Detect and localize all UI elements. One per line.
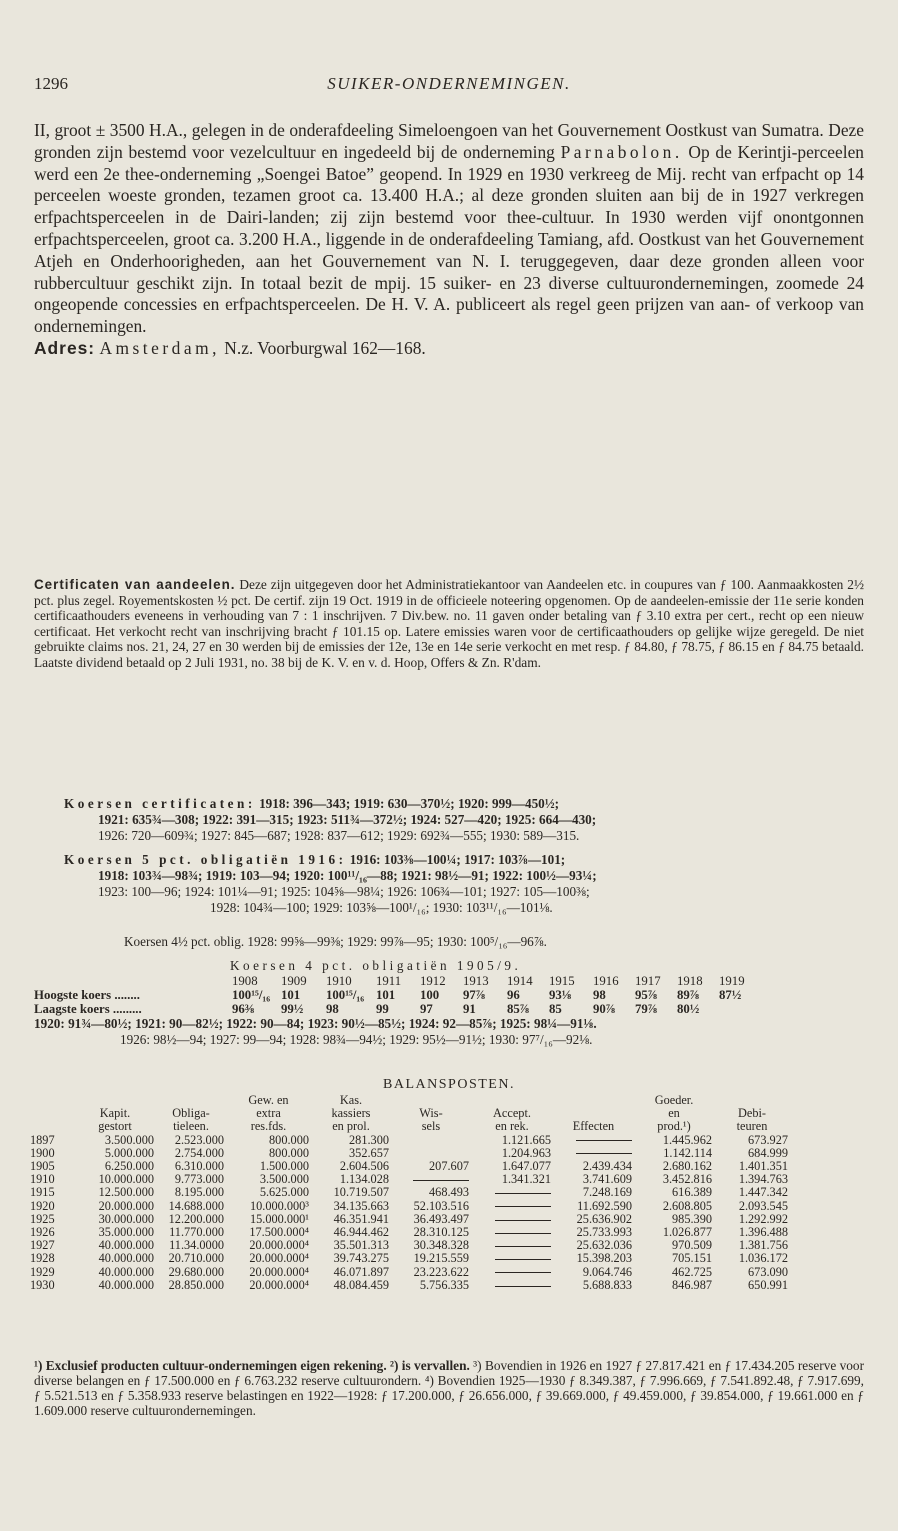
address-street: N.z. Voorburgwal 162—168. (224, 337, 426, 358)
table-cell: 2.608.805 (662, 1199, 712, 1213)
table-cell: 100¹⁵/₁₆ (232, 988, 271, 1002)
table-cell: 101 (376, 988, 396, 1002)
table-cell: 5.756.335 (419, 1278, 469, 1292)
table-cell: 800.000 (269, 1146, 309, 1160)
table-row (30, 1279, 790, 1292)
table-cell: 10.719.507 (333, 1186, 389, 1200)
table-cell: 1913 (463, 974, 489, 988)
table-cell (719, 1002, 753, 1016)
table-cell: 28.310.125 (413, 1226, 469, 1240)
table-cell: 6.310.000 (174, 1160, 224, 1174)
table-cell: 85 (549, 1002, 562, 1016)
dash-mark (495, 1246, 551, 1247)
dash-mark (495, 1206, 551, 1207)
table-cell: 11.34.0000 (169, 1239, 224, 1253)
table-cell: 19.215.559 (413, 1252, 469, 1266)
table-cell (34, 974, 232, 988)
table-cell: 11.770.000 (169, 1226, 224, 1240)
year-cell: 1927 (30, 1239, 55, 1253)
dash-mark (495, 1220, 551, 1221)
table-cell: 15.000.000¹ (249, 1212, 309, 1226)
footnotes (34, 1358, 864, 1418)
table-cell: 80½ (677, 1002, 700, 1016)
table-cell: 3.741.609 (582, 1173, 632, 1187)
table-cell: 97⅞ (463, 988, 486, 1002)
table-cell: 25.636.902 (576, 1212, 632, 1226)
table-row (30, 1239, 790, 1252)
table-cell: 20.000.000⁴ (249, 1252, 309, 1266)
year-cell: 1926 (30, 1226, 55, 1240)
table-cell: 2.093.545 (738, 1199, 788, 1213)
table-cell: 1.447.342 (738, 1186, 788, 1200)
table-cell: 97 (420, 1002, 433, 1016)
koersen-values: 1916: 103⅜—100¼; 1917: 103⅞—101; (349, 852, 566, 867)
table-cell: 1918 (677, 974, 703, 988)
table-cell: 468.493 (429, 1186, 469, 1200)
table-cell: 101 (281, 988, 301, 1002)
table-cell: 1.292.992 (738, 1212, 788, 1226)
table-cell: 17.500.000⁴ (249, 1226, 309, 1240)
koersen-line: 1920: 91¾—80½; 1921: 90—82½; 1922: 90—84; 1923: 90½—85½; 1924: 92—85⅞; 1925: 98¼—91⅛. (34, 1016, 597, 1031)
table-cell (471, 1226, 553, 1239)
table-cell: tieleen. (173, 1120, 209, 1134)
year-cell (30, 1120, 74, 1133)
table-cell: 23.223.622 (413, 1265, 469, 1279)
table-cell (553, 1094, 634, 1107)
table-cell: 616.389 (672, 1186, 712, 1200)
table-cell: 1.036.172 (738, 1252, 788, 1266)
table-cell: 79⅞ (635, 1002, 658, 1016)
table-cell: 705.151 (672, 1252, 712, 1266)
running-title: SUIKER-ONDERNEMINGEN. (327, 74, 571, 93)
estate-name: Parnabolon. (560, 141, 683, 162)
dash-mark (495, 1193, 551, 1194)
year-cell (30, 1094, 74, 1107)
table-cell: 25.632.036 (576, 1239, 632, 1253)
table-cell: 1.396.488 (738, 1226, 788, 1240)
koersen-line: 1926: 98½—94; 1927: 99—94; 1928: 98¾—94½; 1929: 95½—91½; 1930: 97⁷/₁₆—92⅛. (120, 1032, 593, 1047)
table-cell: 15.398.203 (576, 1252, 632, 1266)
table-cell: 1.401.351 (738, 1160, 788, 1174)
table-cell: 1.445.962 (662, 1133, 712, 1147)
table-cell: 87½ (719, 988, 742, 1002)
table-cell: 5.688.833 (582, 1278, 632, 1292)
table-cell (553, 1147, 634, 1160)
page-header (34, 74, 864, 98)
table-cell: 85⅞ (507, 1002, 530, 1016)
table-cell: 3.500.000 (104, 1133, 154, 1147)
dash-mark (495, 1286, 551, 1287)
paragraph-text (34, 120, 864, 338)
koersen-certificaten (34, 796, 864, 844)
koersen-line (34, 796, 864, 812)
koersen-line (34, 852, 864, 868)
year-cell: 1920 (30, 1199, 55, 1213)
table-cell (391, 1094, 471, 1107)
table-cell: 1.394.763 (738, 1173, 788, 1187)
table-cell: 40.000.000 (98, 1265, 154, 1279)
certificates-section (34, 577, 864, 670)
table-cell: 985.390 (672, 1212, 712, 1226)
body-paragraph (34, 120, 864, 360)
table-cell: 46.071.897 (333, 1265, 389, 1279)
table-cell: 89⅞ (677, 988, 700, 1002)
table-cell (553, 1107, 634, 1120)
table-cell: gestort (98, 1120, 132, 1134)
footnote-1: ¹) Exclusief producten cultuur-ondernemingen eigen rekening. (34, 1358, 387, 1373)
table-cell: en rek. (495, 1120, 529, 1134)
table-cell (471, 1186, 553, 1199)
table-cell: 650.991 (748, 1278, 788, 1292)
table-cell: 1910 (326, 974, 352, 988)
table-cell: 11.692.590 (577, 1199, 632, 1213)
table-cell: 673.090 (748, 1265, 788, 1279)
koersen-line: 1926: 720—609¾; 1927: 845—687; 1928: 837—612; 1929: 692¾—555; 1930: 589—315. (98, 828, 580, 843)
table-row (30, 1266, 790, 1279)
table-cell (156, 1094, 226, 1107)
year-cell: 1905 (30, 1160, 55, 1174)
year-cell: 1930 (30, 1278, 55, 1292)
koersen-obligatien-4half (34, 934, 864, 950)
table-cell: 96⅜ (232, 1002, 255, 1016)
table-cell (471, 1200, 553, 1213)
table-cell: 5.625.000 (259, 1186, 309, 1200)
table-cell: 36.493.497 (413, 1212, 469, 1226)
dash-mark (495, 1272, 551, 1273)
table-cell: 95⅞ (635, 988, 658, 1002)
table-cell (471, 1094, 553, 1107)
table-cell: 1.134.028 (339, 1173, 389, 1187)
table-cell (471, 1213, 553, 1226)
koersen-line: 1918: 103¾—98¾; 1919: 103—94; 1920: 100¹¹/₁₆—88; 1921: 98½—91; 1922: 100½—93¼; (98, 868, 597, 883)
table-cell: 91 (463, 1002, 476, 1016)
table-row (34, 1002, 753, 1016)
table-cell: 12.200.000 (168, 1212, 224, 1226)
table-cell: 2.754.000 (174, 1146, 224, 1160)
table-cell: en prol. (332, 1120, 370, 1134)
year-cell: 1928 (30, 1252, 55, 1266)
certificates-text: Deze zijn uitgegeven door het Administratiekantoor van Aandeelen etc. in coupures van ƒ 100. Aanmaakkosten 2½ pct. plus zegel. Royementskosten ½ pct. De certif. zijn 19 Oct. 1919 in de officieele noteering opgenomen. Op de aandeelen-emissie der 11e serie konden certificaathouders eveneens in verhouding van 7 : 1 inschrijven. 7 Div.bew. no. 11 gaven onder betaling van ƒ 3.10 extra per cert., recht op een nieuw certificaat. Het verkocht recht van inschrijving bracht ƒ 101.15 op. Latere emissies waren voor de certificaathouders op gelijke wijze geregeld. De niet gebruikte claims nos. 21, 24, 27 en 30 werden bij de emissies der 12e, 13e en 14e serie verkocht en met resp. ƒ 84.80, ƒ 78.75, ƒ 86.15 en ƒ 84.75 betaald. Laatste dividend betaald op 2 Juli 1931, no. 38 bij de K. V. en v. d. Hoop, Offers & Zn. R'dam. (34, 577, 864, 670)
table-cell: prod.¹) (657, 1120, 691, 1134)
dash-mark (413, 1180, 469, 1181)
table-cell: 1916 (593, 974, 619, 988)
koersen-heading: Koersen 5 pct. obligatiën 1916: (64, 852, 347, 867)
paragraph-part-b: Op de Kerintji-perceelen werd een 2e thee-onderneming „Soengei Batoe” geopend. In 1929 en 1930 verkreeg de Mij. recht van erfpacht op 14 perceelen woeste gronden, tezamen groot ca. 13.400 H.A.; al deze gronden sluiten aan bij de in 1927 verkregen erfpachtsperceelen in de Dairi-landen; zij zijn bestemd voor thee-cultuur. In 1930 werden vijf onontgonnen erfpachtsperceelen, groot ca. 3.200 H.A., liggende in de onderafdeeling Tamiang, afd. Oostkust van het Gouvernement Atjeh en Onderhoorigheden, aan het Gouvernement van N. I. teruggegeven, daar deze gronden alleen voor rubbercultuur geschikt zijn. In totaal bezit de mpij. 15 suiker- en 23 diverse cultuurondernemingen, zoomede 24 ongeopende concessies en erfpachtsperceelen. De H. V. A. publiceert als regel geen prijzen van aan- of verkoop van ondernemingen. (34, 141, 864, 337)
table-cell: 30.000.000 (98, 1212, 154, 1226)
table-cell: 10.000.000 (98, 1173, 154, 1187)
table-cell (471, 1252, 553, 1265)
table-row (30, 1252, 790, 1265)
address-label: Adres: (34, 337, 96, 358)
table-cell: 46.944.462 (333, 1226, 389, 1240)
table-cell (553, 1134, 634, 1147)
table-cell: 2.439.434 (582, 1160, 632, 1174)
table-cell: 8.195.000 (174, 1186, 224, 1200)
table-cell: Wis- (419, 1107, 443, 1121)
koersen-heading: Koersen 4 pct. obligatiën 1905/9. (230, 958, 522, 973)
table-cell: 684.999 (748, 1146, 788, 1160)
table-cell: 9.773.000 (174, 1173, 224, 1187)
table-cell: 98 (593, 988, 606, 1002)
koersen-line: 1928: 104¾—100; 1929: 103⅝—100¹/₁₆; 1930: 103¹¹/₁₆—101⅛. (210, 900, 553, 915)
table-cell: 39.743.275 (333, 1252, 389, 1266)
table-cell: 1915 (549, 974, 575, 988)
year-cell (30, 1107, 74, 1120)
koersen-heading-line (34, 958, 864, 974)
table-cell: 46.351.941 (333, 1212, 389, 1226)
table-cell: 30.348.328 (413, 1239, 469, 1253)
table-row (30, 1213, 790, 1226)
table-cell: 1.500.000 (259, 1160, 309, 1174)
koersen-line: 1921: 635¾—308; 1922: 391—315; 1923: 511¾—372½; 1924: 527—420; 1925: 664—430; (98, 812, 597, 827)
table-cell (391, 1173, 471, 1186)
footnote-3-4: ³) Bovendien in 1926 en 1927 ƒ 27.817.421 en ƒ 17.434.205 reserve voor diverse belangen en ƒ 17.500.000 en ƒ 6.763.232 reserve cultuurondern. ⁴) Bovendien 1925—1930 ƒ 8.349.387, ƒ 7.996.669, ƒ 7.541.892.48, ƒ 7.917.699, ƒ 5.521.513 en ƒ 5.358.933 reserve belastingen en 1922—1928: ƒ 17.200.000, ƒ 26.656.000, ƒ 39.669.000, ƒ 49.459.000, ƒ 39.854.000, ƒ 19.661.000 en ƒ 1.609.000 reserve cultuurondernemingen. (34, 1358, 864, 1418)
table-cell: 1.026.877 (662, 1226, 712, 1240)
table-cell: 1914 (507, 974, 533, 988)
address-line (34, 338, 864, 360)
table-cell: 1912 (420, 974, 446, 988)
table-cell: 20.000.000⁴ (249, 1278, 309, 1292)
dash-mark (576, 1140, 632, 1141)
year-cell: 1925 (30, 1212, 55, 1226)
row-label: Laagste koers ......... (34, 1002, 142, 1016)
table-cell: 1.121.665 (501, 1133, 551, 1147)
table-cell: Debi- (738, 1107, 766, 1121)
balans-table (30, 1094, 790, 1292)
koersen-line: 1923: 100—96; 1924: 101¼—91; 1925: 104⅝—98¼; 1926: 106¾—101; 1927: 105—100⅜; (98, 884, 590, 899)
table-cell (714, 1094, 790, 1107)
table-cell: Accept. (493, 1107, 531, 1121)
table-cell: 1909 (281, 974, 307, 988)
table-cell: 7.248.169 (582, 1186, 632, 1200)
table-row (30, 1147, 790, 1160)
table-cell: 35.000.000 (98, 1226, 154, 1240)
table-cell: 20.000.000⁴ (249, 1265, 309, 1279)
table-cell: 3.500.000 (259, 1173, 309, 1187)
table-cell: 99 (376, 1002, 389, 1016)
table-row (34, 974, 753, 988)
table-cell: Kas. (339, 1094, 363, 1107)
certificates-label: Certificaten van aandeelen. (34, 577, 236, 592)
table-cell: 93⅛ (549, 988, 572, 1002)
table-cell: 1911 (376, 974, 402, 988)
table-cell: 1908 (232, 974, 258, 988)
table-cell: Kapit. (99, 1107, 131, 1121)
table-row (30, 1160, 790, 1173)
table-row (30, 1226, 790, 1239)
header-row (30, 1094, 790, 1107)
dash-mark (576, 1153, 632, 1154)
table-cell: 1917 (635, 974, 661, 988)
table-cell: 100¹⁵/₁₆ (326, 988, 365, 1002)
table-cell: 1.142.114 (663, 1146, 712, 1160)
table-cell (391, 1134, 471, 1147)
table-cell: 48.084.459 (333, 1278, 389, 1292)
table-cell: 1.341.321 (501, 1173, 551, 1187)
table-cell: kassiers (331, 1107, 371, 1121)
table-cell: 100 (420, 988, 440, 1002)
table-cell: 970.509 (672, 1239, 712, 1253)
table-cell: 9.064.746 (582, 1265, 632, 1279)
table-row (30, 1200, 790, 1213)
table-cell: Gew. en (248, 1094, 289, 1107)
table-cell: 1919 (719, 974, 745, 988)
table-cell: 34.135.663 (333, 1199, 389, 1213)
table-row (30, 1134, 790, 1147)
table-cell: 28.850.000 (168, 1278, 224, 1292)
table-cell: 20.710.000 (168, 1252, 224, 1266)
table-cell: sels (421, 1120, 441, 1134)
paragraph-part-a: II, groot ± 3500 H.A., gelegen in de onderafdeeling Simeloengoen van het Gouvernement Oostkust van Sumatra. Deze gronden zijn bestemd voor vezelcultuur en ingedeeld bij de onderneming (34, 120, 864, 162)
table-row (30, 1186, 790, 1199)
table-cell: 10.000.000³ (249, 1199, 309, 1213)
table-cell: 800.000 (269, 1133, 309, 1147)
table-cell: 2.680.162 (662, 1160, 712, 1174)
year-cell: 1900 (30, 1146, 55, 1160)
page-number: 1296 (34, 74, 68, 93)
balans-title: BALANSPOSTEN. (383, 1077, 515, 1092)
year-cell: 1915 (30, 1186, 55, 1200)
table-cell: res.fds. (250, 1120, 287, 1134)
table-cell: 20.000.000 (98, 1199, 154, 1213)
row-label: Hoogste koers ........ (34, 988, 140, 1002)
dash-mark (495, 1233, 551, 1234)
table-cell: 1.204.963 (501, 1146, 551, 1160)
footnote-2: ²) is vervallen. (386, 1358, 470, 1373)
table-cell (74, 1094, 156, 1107)
table-cell: 40.000.000 (98, 1278, 154, 1292)
header-row (30, 1107, 790, 1120)
table-cell: 90⅞ (593, 1002, 616, 1016)
table-cell: 5.000.000 (104, 1146, 154, 1160)
table-cell: 52.103.516 (413, 1199, 469, 1213)
table-cell: extra (256, 1107, 281, 1121)
table-cell: Obliga- (172, 1107, 210, 1121)
koersen-heading: Koersen certificaten: (64, 796, 256, 811)
year-cell: 1929 (30, 1265, 55, 1279)
table-cell: 98 (326, 1002, 339, 1016)
table-cell: 673.927 (748, 1133, 788, 1147)
table-cell: 6.250.000 (104, 1160, 154, 1174)
table-cell: 3.452.816 (662, 1173, 712, 1187)
table-cell (391, 1147, 471, 1160)
table-cell: 462.725 (672, 1265, 712, 1279)
dash-mark (495, 1259, 551, 1260)
table-cell: 20.000.000⁴ (249, 1239, 309, 1253)
koersen-table (34, 974, 753, 1016)
table-row (30, 1173, 790, 1186)
table-row (34, 988, 753, 1002)
table-cell (471, 1266, 553, 1279)
table-cell: 99½ (281, 1002, 304, 1016)
table-cell: 207.607 (429, 1160, 469, 1174)
table-cell (471, 1239, 553, 1252)
table-cell: 40.000.000 (98, 1252, 154, 1266)
table-cell: 2.604.506 (339, 1160, 389, 1174)
table-cell: 281.300 (349, 1133, 389, 1147)
table-cell: 40.000.000 (98, 1239, 154, 1253)
table-cell: 1.647.077 (501, 1160, 551, 1174)
table-cell: 846.987 (672, 1278, 712, 1292)
table-cell: Effecten (572, 1120, 615, 1134)
table-cell: 96 (507, 988, 520, 1002)
table-cell: 1.381.756 (738, 1239, 788, 1253)
table-cell: teuren (736, 1120, 768, 1134)
table-cell: 352.657 (349, 1146, 389, 1160)
table-cell: 12.500.000 (98, 1186, 154, 1200)
table-cell: en (668, 1107, 680, 1121)
koersen-values: 1918: 396—343; 1919: 630—370½; 1920: 999—450½; (259, 796, 560, 811)
table-cell: 14.688.000 (168, 1199, 224, 1213)
table-cell: 35.501.313 (333, 1239, 389, 1253)
table-cell: Goeder. (654, 1094, 694, 1107)
table-cell: 2.523.000 (174, 1133, 224, 1147)
table-cell (471, 1279, 553, 1292)
year-cell: 1910 (30, 1173, 55, 1187)
header-row (30, 1120, 790, 1133)
year-cell: 1897 (30, 1133, 55, 1147)
address-city: Amsterdam, (99, 337, 220, 358)
table-cell: 29.680.000 (168, 1265, 224, 1279)
koersen-line: Koersen 4½ pct. oblig. 1928: 99⅝—99⅜; 1929: 99⅞—95; 1930: 100⁵/₁₆—96⅞. (124, 934, 547, 949)
koersen-obligatien-1905 (34, 958, 864, 1048)
koersen-obligatien-1916 (34, 852, 864, 916)
table-cell: 25.733.993 (576, 1226, 632, 1240)
